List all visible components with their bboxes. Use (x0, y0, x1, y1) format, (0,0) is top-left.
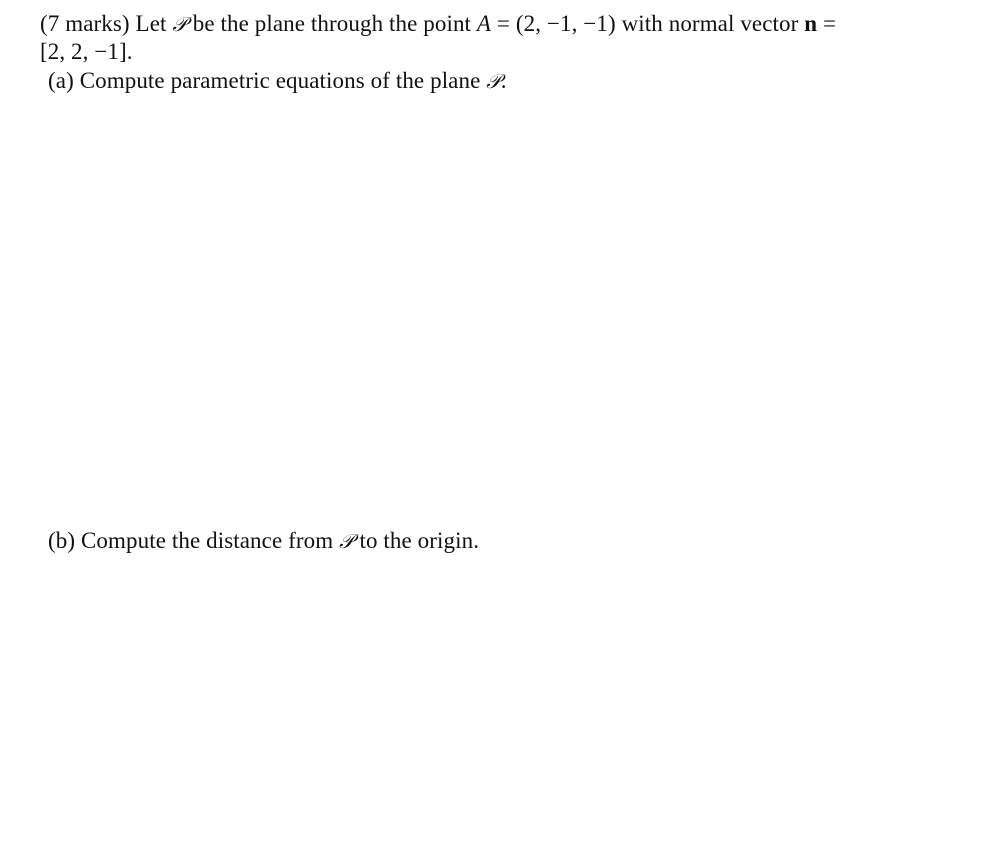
part-b-plane-symbol: 𝒫 (339, 529, 354, 553)
question-statement-line-2 (40, 38, 133, 66)
text-with-normal: with normal vector (621, 11, 799, 36)
text-through: be the plane through the point (192, 11, 472, 36)
part-a-text: Compute parametric equations of the plane (79, 68, 481, 93)
part-b-label: (b) (48, 528, 76, 553)
text-let: Let (135, 11, 167, 36)
part-a-period: . (500, 68, 507, 93)
part-b-text-before: Compute the distance from (80, 528, 334, 553)
part-a-prompt (48, 67, 507, 95)
question-statement-line-1 (40, 10, 836, 38)
equals-sign-end: = (823, 11, 837, 36)
normal-vector-name: n (804, 11, 818, 36)
marks-label: (7 marks) (40, 11, 130, 36)
point-coordinates: (2, −1, −1) (515, 11, 616, 36)
normal-vector-value: [2, 2, −1] (40, 39, 127, 64)
part-a-label: (a) (48, 68, 74, 93)
part-b-answer-space (40, 560, 970, 830)
part-b-prompt (48, 527, 479, 555)
plane-symbol: 𝒫 (172, 12, 187, 36)
equals-sign: = (496, 11, 510, 36)
point-name: A (476, 11, 492, 36)
statement-period: . (126, 39, 133, 64)
part-a-plane-symbol: 𝒫 (486, 69, 501, 93)
part-a-answer-space (40, 100, 970, 510)
part-b-text-after: to the origin. (359, 528, 480, 553)
